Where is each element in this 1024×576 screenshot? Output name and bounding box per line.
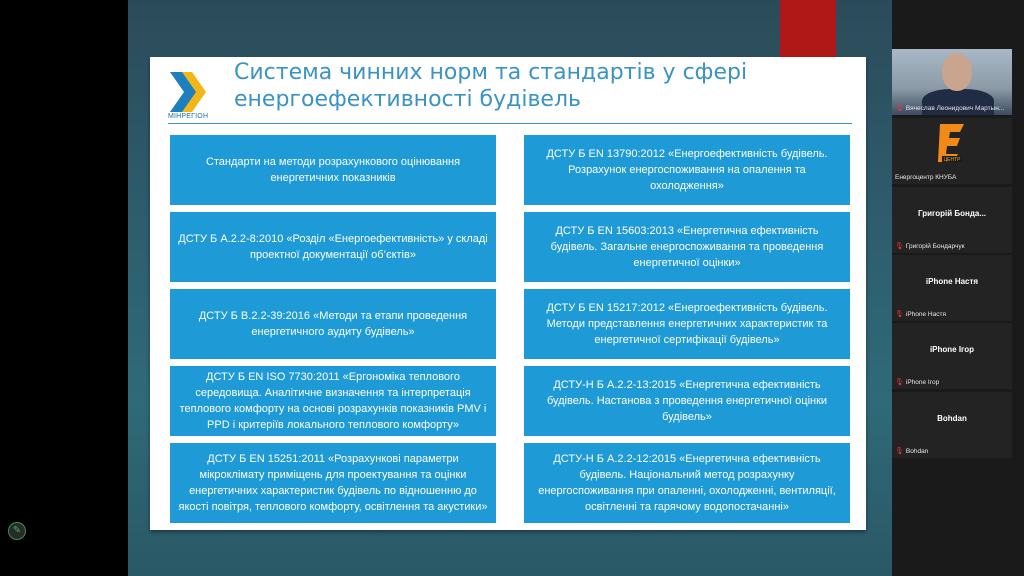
standard-box: ДСТУ-Н Б А.2.2-13:2015 «Енергетична ефективність будівель. Настанова з проведення енергетичної оцінки будівель» [524, 366, 850, 436]
participant-display-name: iPhone Ігор [929, 345, 975, 354]
participant-display-name: Григорій Бонда... [917, 209, 987, 218]
standard-box: Стандарти на методи розрахункового оцінювання енергетичних показників [170, 135, 496, 205]
mic-off-icon: 🎙 [895, 448, 904, 455]
participant-name: iPhone Ігор [905, 378, 940, 386]
slide-title: Система чинних норм та стандартів у сфері енергоефективності будівель [234, 60, 748, 112]
title-divider [168, 123, 852, 124]
standard-box: ДСТУ Б В.2.2-39:2016 «Методи та етапи проведення енергетичного аудиту будівель» [170, 289, 496, 359]
participant-name: iPhone Настя [905, 310, 946, 318]
mic-off-icon: 🎙 [895, 243, 904, 250]
participant-display-name: Bohdan [937, 414, 967, 423]
standard-box: ДСТУ Б EN 15603:2013 «Енергетична ефективність будівель. Загальне енергоспоживання та проведення енергетичної оцінки» [524, 212, 850, 282]
presentation-slide [150, 57, 866, 530]
participant-caption [895, 242, 964, 250]
person-head [942, 53, 972, 91]
participant-tile[interactable] [892, 392, 1012, 458]
participant-name: Григорій Бондарчук [905, 242, 965, 250]
participant-caption [895, 447, 928, 455]
participant-name: Енергоцентр КНУБА [895, 174, 957, 181]
participant-display-name: iPhone Настя [925, 277, 979, 286]
participant-caption [895, 310, 946, 318]
standard-box: ДСТУ Б А.2.2-8:2010 «Розділ «Енергоефективність» у складі проектної документації об’єктів» [170, 212, 496, 282]
participant-caption [895, 174, 956, 181]
participant-caption [895, 104, 1004, 112]
participant-name: Bohdan [905, 447, 929, 455]
mic-off-icon: 🎙 [895, 379, 904, 386]
participant-tile-logo[interactable] [892, 118, 1012, 184]
standard-box: ДСТУ Б EN ISO 7730:2011 «Ергономіка теплового середовища. Аналітичне визначення та інтерпретація теплового комфорту на основі розрахунків показників PMV і PPD і критеріїв локального теплового комфорту» [170, 366, 496, 436]
standard-box: ДСТУ Б EN 15251:2011 «Розрахункові параметри мікроклімату приміщень для проектування та оцінки енергетичних характеристик будівель по відношенню до якості повітря, теплового комфорту, освітлення та акустики» [170, 443, 496, 523]
logo-label: ЦЕНТР [943, 157, 961, 163]
shared-screen [128, 0, 892, 576]
participants-panel [892, 0, 1024, 576]
energocenter-logo-icon [936, 122, 968, 166]
pencil-icon[interactable]: ✎ [8, 522, 26, 540]
participant-tile[interactable] [892, 323, 1012, 389]
standard-box: ДСТУ Б EN 13790:2012 «Енергоефективність будівель. Розрахунок енергоспоживання на опалення та охолодження» [524, 135, 850, 205]
participant-tile[interactable] [892, 255, 1012, 321]
participant-name: Вячеслав Леонидович Мартын... [905, 104, 1005, 112]
mic-off-icon: 🎙 [895, 311, 904, 318]
logo-text: МІНРЕГІОН [168, 113, 209, 120]
mic-off-icon: 🎙 [895, 105, 904, 112]
participant-tile-video[interactable] [892, 49, 1012, 115]
standard-box: ДСТУ Б EN 15217:2012 «Енергоефективність будівель. Методи представлення енергетичних характеристик та енергетичної сертифікації будівель» [524, 289, 850, 359]
participant-caption [895, 378, 939, 386]
participant-tile[interactable] [892, 187, 1012, 253]
standard-box: ДСТУ-Н Б А.2.2-12:2015 «Енергетична ефективність будівель. Національний метод розрахунку енергоспоживання при опаленні, охолодженні, вентиляції, освітленні та гарячому водопостачанні» [524, 443, 850, 523]
background-window-strip [780, 0, 836, 60]
